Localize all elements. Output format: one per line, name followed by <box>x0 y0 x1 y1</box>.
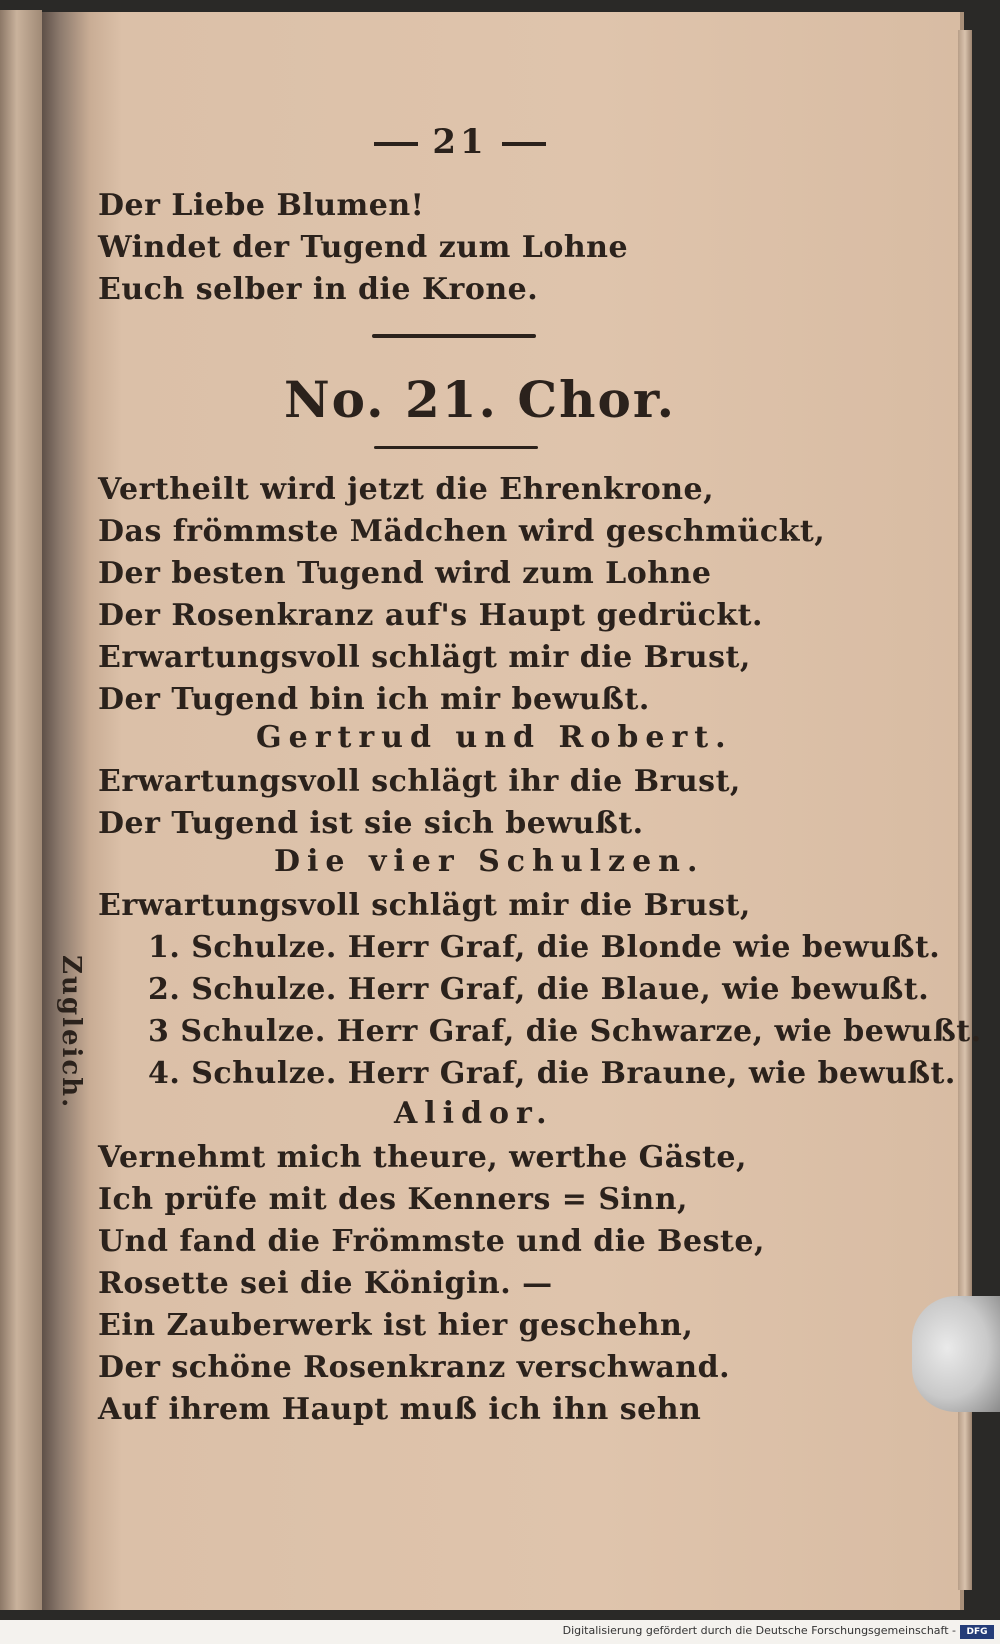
verse-line: Der Liebe Blumen! <box>98 188 425 223</box>
schulze-line: 1. Schulze. Herr Graf, die Blonde wie bewußt. <box>148 930 941 965</box>
dfg-logo: DFG <box>960 1625 994 1639</box>
page-number-dash-right <box>502 142 546 146</box>
verse-line: Vertheilt wird jetzt die Ehrenkrone, <box>98 472 715 507</box>
page-number-value: 21 <box>432 122 488 162</box>
verse-line: Erwartungsvoll schlägt ihr die Brust, <box>98 764 741 799</box>
schulze-line: 2. Schulze. Herr Graf, die Blaue, wie bewußt. <box>148 972 930 1007</box>
page-number <box>340 122 580 162</box>
page-number-dash-left <box>374 142 418 146</box>
verse-line: Ich prüfe mit des Kenners = Sinn, <box>98 1182 688 1217</box>
funding-note: Digitalisierung gefördert durch die Deutsche Forschungsgemeinschaft - <box>562 1624 956 1637</box>
verse-line: Rosette sei die Königin. — <box>98 1266 553 1301</box>
schulze-line: 4. Schulze. Herr Graf, die Braune, wie bewußt. <box>148 1056 956 1091</box>
verse-line: Windet der Tugend zum Lohne <box>98 230 629 265</box>
verse-line: Vernehmt mich theure, werthe Gäste, <box>98 1140 747 1175</box>
section-divider <box>372 334 536 338</box>
verse-line: Der Tugend bin ich mir bewußt. <box>98 682 650 717</box>
verse-line: Auf ihrem Haupt muß ich ihn sehn <box>98 1392 702 1427</box>
speaker-label: Gertrud und Robert. <box>256 720 733 755</box>
speaker-label: Alidor. <box>394 1096 554 1131</box>
heading-underline <box>374 446 538 449</box>
speaker-label: Die vier Schulzen. <box>274 844 705 879</box>
verse-line: Erwartungsvoll schlägt mir die Brust, <box>98 640 751 675</box>
footer-bar <box>0 1622 1000 1644</box>
verse-line: Und fand die Frömmste und die Beste, <box>98 1224 765 1259</box>
verse-line: Der Rosenkranz auf's Haupt gedrückt. <box>98 598 763 633</box>
section-heading: No. 21. Chor. <box>283 370 677 429</box>
verse-line: Das frömmste Mädchen wird geschmückt, <box>98 514 826 549</box>
verse-line: Der besten Tugend wird zum Lohne <box>98 556 712 591</box>
verse-line: Erwartungsvoll schlägt mir die Brust, <box>98 888 751 923</box>
verse-line: Der schöne Rosenkranz verschwand. <box>98 1350 731 1385</box>
schulze-line: 3 Schulze. Herr Graf, die Schwarze, wie bewußt. <box>148 1014 982 1049</box>
verse-line: Der Tugend ist sie sich bewußt. <box>98 806 644 841</box>
side-note-zugleich: Zugleich. <box>56 955 86 1110</box>
verse-line: Ein Zauberwerk ist hier geschehn, <box>98 1308 694 1343</box>
verse-line: Euch selber in die Krone. <box>98 272 539 307</box>
